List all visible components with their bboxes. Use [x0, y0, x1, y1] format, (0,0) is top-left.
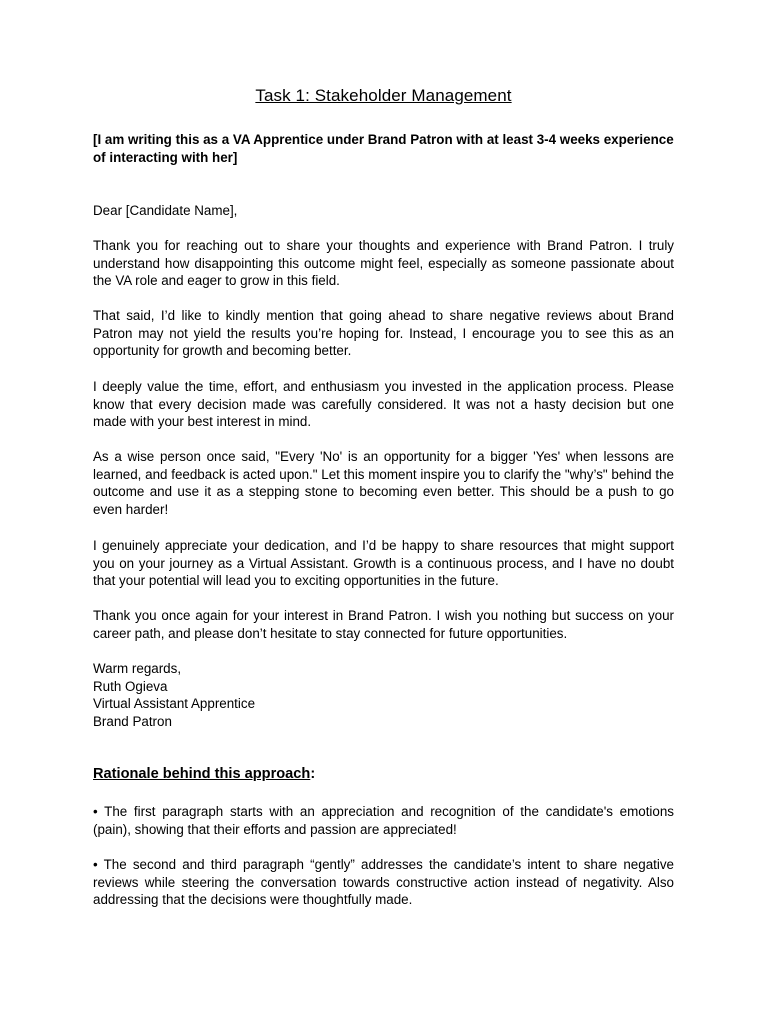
context-note: [I am writing this as a VA Apprentice under Brand Patron with at least 3-4 weeks experience of interacting with her]: [93, 132, 674, 165]
paragraph-3: I deeply value the time, effort, and enthusiasm you invested in the application process. Please know that every decision made was carefully considered. It was not a hasty decision but one made with your best interest in mind.: [93, 379, 674, 430]
paragraph-4: As a wise person once said, "Every 'No' is an opportunity for a bigger 'Yes' when lessons are learned, and feedback is acted upon." Let this moment inspire you to clarify the "why’s" behind the outcome and use it as a stepping stone to becoming even better. This should be a push to go even harder!: [93, 449, 674, 517]
document-title: Task 1: Stakeholder Management: [255, 86, 512, 105]
rationale-point-2: • The second and third paragraph “gently” addresses the candidate’s intent to share negative reviews while steering the conversation towards constructive action instead of negativity. Also addressing that the decisions were thoughtfully made.: [93, 857, 674, 908]
signer-role: Virtual Assistant Apprentice: [93, 696, 256, 712]
paragraph-5: I genuinely appreciate your dedication, and I’d be happy to share resources that might support you on your journey as a Virtual Assistant. Growth is a continuous process, and I have no doubt that your potential will lead you to exciting opportunities in the future.: [93, 538, 674, 589]
paragraph-1: Thank you for reaching out to share your thoughts and experience with Brand Patron. I truly understand how disappointing this outcome might feel, especially as someone passionate about the VA role and eager to grow in this field.: [93, 238, 674, 289]
closing: Warm regards,: [93, 661, 182, 676]
salutation: Dear [Candidate Name],: [93, 203, 238, 218]
paragraph-2: That said, I’d like to kindly mention that going ahead to share negative reviews about Brand Patron may not yield the results you’re hoping for. Instead, I encourage you to see this as an opportunity for growth and becoming better.: [93, 308, 674, 359]
rationale-heading-colon: :: [310, 766, 316, 782]
signer-company: Brand Patron: [93, 713, 172, 729]
rationale-heading: [93, 766, 315, 782]
rationale-heading-text: Rationale behind this approach: [93, 766, 311, 782]
paragraph-6: Thank you once again for your interest in Brand Patron. I wish you nothing but success on your career path, and please don’t hesitate to stay connected for future opportunities.: [93, 608, 674, 641]
signer-name: Ruth Ogieva: [93, 678, 168, 694]
signature-block: [93, 660, 255, 730]
rationale-point-1: • The first paragraph starts with an appreciation and recognition of the candidate's emotions (pain), showing that their efforts and passion are appreciated!: [93, 804, 674, 837]
